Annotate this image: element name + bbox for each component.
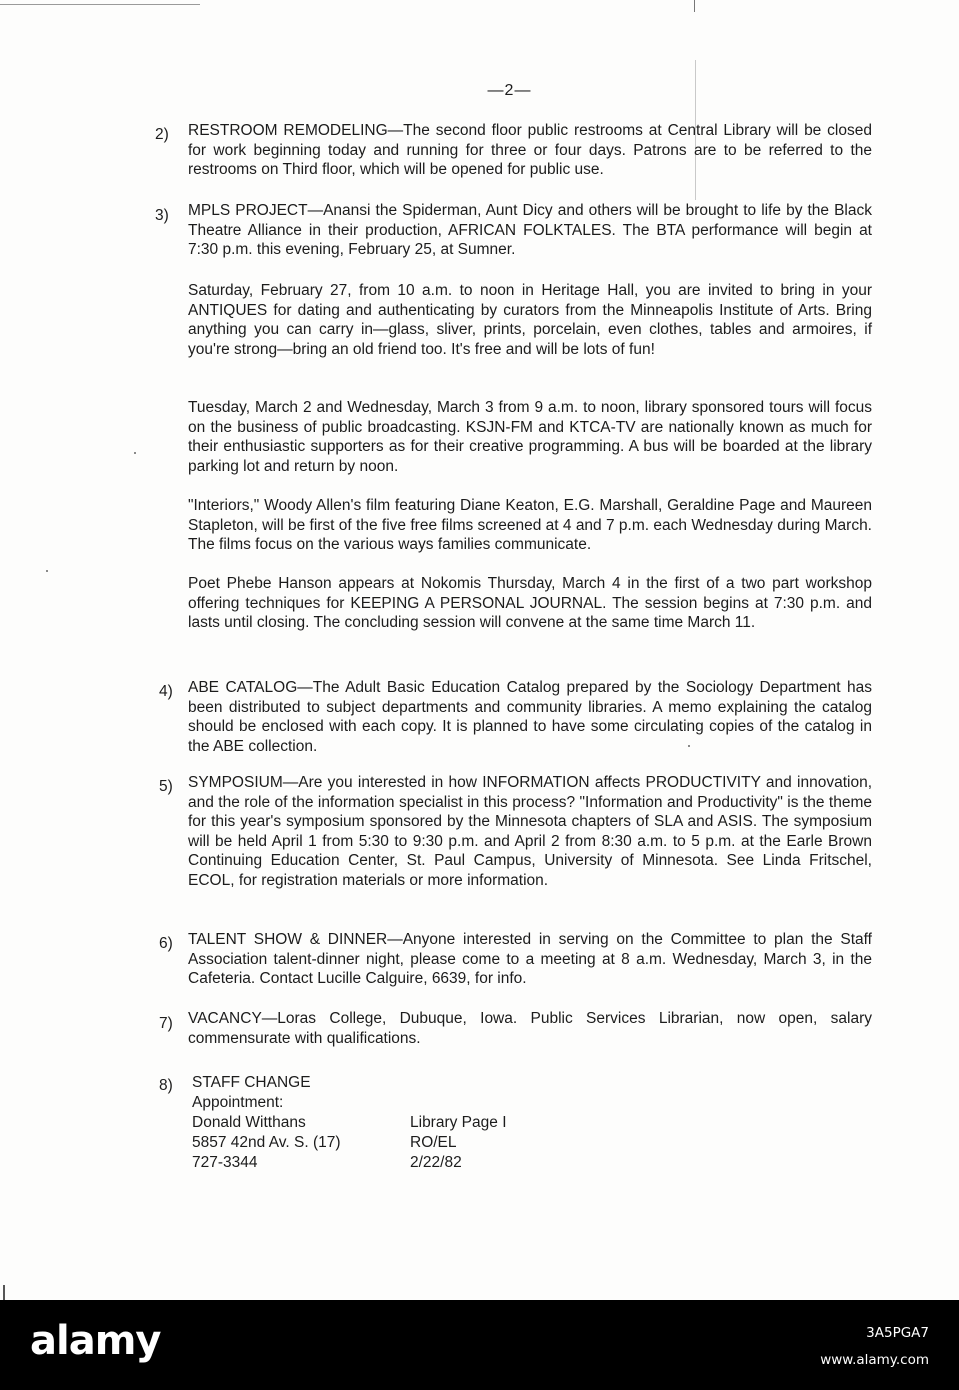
item-body bbox=[188, 398, 872, 476]
staff-name: Donald Witthans bbox=[192, 1114, 306, 1131]
alamy-logo: alamy bbox=[30, 1318, 161, 1364]
item-number: 3) bbox=[155, 207, 169, 224]
item-paragraph: Tuesday, March 2 and Wednesday, March 3 from 9 a.m. to noon, library sponsored tours will focus on the business of public broadcasting. KSJN-FM and KTCA-TV are nationally known as much for their enthusiastic supporters as for their creative programming. A bus will be boarded at the library parking lot and return by noon. bbox=[188, 399, 872, 475]
image-id: 3A5PGA7 bbox=[866, 1325, 929, 1341]
scan-edge-line bbox=[0, 4, 200, 5]
item-body bbox=[188, 201, 872, 260]
staff-address: 5857 42nd Av. S. (17) bbox=[192, 1134, 341, 1151]
item-number: 2) bbox=[155, 126, 169, 143]
page-number: —2— bbox=[487, 82, 532, 99]
speck bbox=[46, 570, 48, 572]
scan-edge-mark bbox=[3, 1285, 5, 1300]
item-paragraph: VACANCY—Loras College, Dubuque, Iowa. Public Services Librarian, now open, salary commensurate with qualifications. bbox=[188, 1010, 872, 1047]
item-body bbox=[188, 930, 872, 989]
staff-change-heading: STAFF CHANGE bbox=[192, 1074, 311, 1091]
item-number: 8) bbox=[159, 1077, 173, 1094]
item-body bbox=[188, 281, 872, 359]
item-paragraph: TALENT SHOW & DINNER—Anyone interested in serving on the Committee to plan the Staff Association talent-dinner night, please come to a meeting at 8 a.m. Wednesday, March 3, in the Cafeteria. Contact Lucille Calguire, 6639, for info. bbox=[188, 931, 872, 987]
site-url: www.alamy.com bbox=[820, 1352, 929, 1368]
item-paragraph: "Interiors," Woody Allen's film featuring Diane Keaton, E.G. Marshall, Geraldine Page and Maureen Stapleton, will be first of the five free films screened at 4 and 7 p.m. each Wednesday during March. The films focus on the various ways families communicate. bbox=[188, 497, 872, 553]
speck bbox=[134, 452, 136, 454]
item-body bbox=[188, 574, 872, 633]
item-number: 5) bbox=[159, 778, 173, 795]
item-body bbox=[188, 121, 872, 180]
item-number: 6) bbox=[159, 935, 173, 952]
item-paragraph: Poet Phebe Hanson appears at Nokomis Thursday, March 4 in the first of a two part workshop offering techniques for KEEPING A PERSONAL JOURNAL. The session begins at 7:30 p.m. and lasts until closing. The concluding session will convene at the same time March 11. bbox=[188, 575, 872, 631]
item-body bbox=[188, 678, 872, 756]
item-body bbox=[188, 773, 872, 890]
staff-location: RO/EL bbox=[410, 1134, 457, 1151]
staff-phone: 727-3344 bbox=[192, 1154, 258, 1171]
item-paragraph: SYMPOSIUM—Are you interested in how INFORMATION affects PRODUCTIVITY and innovation, and the role of the information specialist in this process? "Information and Productivity" is the theme for this year's symposium sponsored by the Minnesota chapters of SLA and ASIS. The symposium will be held April 1 from 5:30 to 9:30 p.m. and April 2 from 8:30 a.m. to 5 p.m. at the Earle Brown Continuing Education Center, St. Paul Campus, University of Minnesota. See Linda Fritschel, ECOL, for registration materials or more information. bbox=[188, 774, 872, 889]
item-body bbox=[188, 496, 872, 555]
staff-date: 2/22/82 bbox=[410, 1154, 462, 1171]
scan-mark bbox=[694, 0, 695, 12]
item-paragraph: MPLS PROJECT—Anansi the Spiderman, Aunt Dicy and others will be brought to life by the Black Theatre Alliance in their production, AFRICAN FOLKTALES. The BTA performance will begin at 7:30 p.m. this evening, February 25, at Sumner. bbox=[188, 202, 872, 258]
item-paragraph: RESTROOM REMODELING—The second floor public restrooms at Central Library will be closed for work beginning today and running for three or four days. Patrons are to be referred to the restrooms on Third floor, which will be opened for public use. bbox=[188, 122, 872, 178]
item-paragraph: ABE CATALOG—The Adult Basic Education Catalog prepared by the Sociology Department has been distributed to subject departments and community libraries. A memo explaining the catalog should be enclosed with each copy. It is planned to have some circulating copies of the catalog in the ABE collection. bbox=[188, 679, 872, 755]
staff-position: Library Page I bbox=[410, 1114, 507, 1131]
staff-change-right-column bbox=[410, 1113, 570, 1173]
staff-change-left-column bbox=[192, 1073, 412, 1173]
staff-change-subheading: Appointment: bbox=[192, 1094, 284, 1111]
item-paragraph: Saturday, February 27, from 10 a.m. to noon in Heritage Hall, you are invited to bring in your ANTIQUES for dating and authenticating by curators from the Minneapolis Institute of Arts. Bring anything you can carry in—glass, sliver, prints, porcelain, even clothes, tables and armoires, if you're strong—bring an old friend too. It's free and will be lots of fun! bbox=[188, 282, 872, 358]
item-number: 4) bbox=[159, 683, 173, 700]
item-body bbox=[188, 1009, 872, 1048]
item-number: 7) bbox=[159, 1015, 173, 1032]
